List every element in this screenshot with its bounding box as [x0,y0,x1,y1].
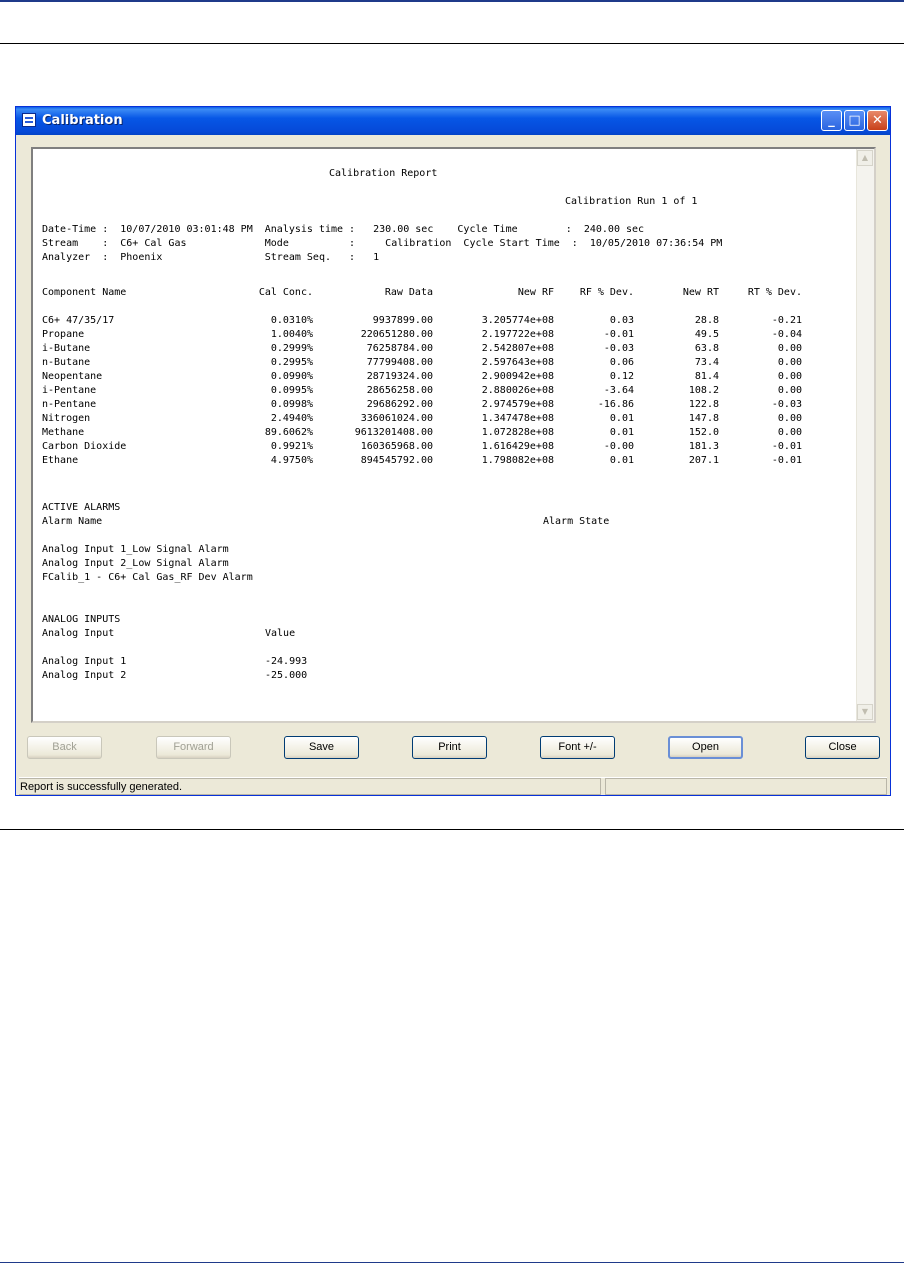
table-cell: 28.8 [694,315,719,326]
analog-section-title: ANALOG INPUTS [42,614,121,625]
alarm-item: FCalib_1 - C6+ Cal Gas_RF Dev Alarm [42,572,253,583]
table-cell: 0.00 [777,413,802,424]
table-cell: 0.2999% [270,343,313,354]
table-cell: 2.4940% [270,413,313,424]
table-cell: -0.21 [771,315,802,326]
save-button[interactable]: Save [284,736,359,759]
component-name-cell: C6+ 47/35/17 [42,315,115,326]
column-header: Raw Data [384,287,433,298]
table-cell: 0.12 [609,371,634,382]
component-name-cell: i-Pentane [42,385,97,396]
column-header: Component Name [42,287,127,298]
table-cell: 147.8 [688,413,719,424]
table-cell: 207.1 [688,455,719,466]
analog-input-name: Analog Input 2 [42,670,127,681]
table-cell: 0.00 [777,357,802,368]
maximize-icon[interactable]: □ [844,110,865,131]
column-header: New RF [517,287,554,298]
table-cell: 0.0310% [270,315,313,326]
table-cell: -0.00 [603,441,634,452]
info-line: Date-Time : 10/07/2010 03:01:48 PM Analysis time : 230.00 sec Cycle Time : 240.00 sec [42,224,645,235]
table-cell: 152.0 [688,427,719,438]
table-cell: 1.616429e+08 [481,441,554,452]
table-cell: 0.0998% [270,399,313,410]
report-run: Calibration Run 1 of 1 [565,196,698,207]
table-cell: 0.00 [777,343,802,354]
table-cell: 29686292.00 [366,399,433,410]
table-cell: 9613201408.00 [354,427,433,438]
component-name-cell: Neopentane [42,371,103,382]
table-cell: 0.03 [609,315,634,326]
component-name-cell: n-Pentane [42,399,97,410]
report-heading: Calibration Report [329,168,438,179]
table-cell: 0.00 [777,385,802,396]
table-cell: 0.06 [609,357,634,368]
table-cell: 1.072828e+08 [481,427,554,438]
analog-input-value: -25.000 [265,670,308,681]
component-name-cell: Ethane [42,455,79,466]
vertical-scrollbar[interactable] [856,149,874,721]
column-header: New RT [682,287,719,298]
title-bar[interactable] [16,107,890,135]
minimize-icon[interactable]: _ [821,110,842,131]
analog-value-header: Value [265,628,296,639]
column-header: RF % Dev. [579,287,634,298]
table-cell: 1.798082e+08 [481,455,554,466]
table-cell: 49.5 [694,329,719,340]
table-cell: 76258784.00 [366,343,433,354]
table-cell: 108.2 [688,385,719,396]
table-cell: 181.3 [688,441,719,452]
alarm-item: Analog Input 1_Low Signal Alarm [42,544,229,555]
table-cell: 0.0990% [270,371,313,382]
table-cell: 0.01 [609,427,634,438]
forward-button[interactable]: Forward [156,736,231,759]
info-line: Analyzer : Phoenix Stream Seq. : 1 [42,252,380,263]
component-name-cell: i-Butane [42,343,91,354]
table-cell: 3.205774e+08 [481,315,554,326]
window-title: Calibration [42,113,123,128]
status-bar [19,777,887,796]
table-cell: -0.03 [603,343,634,354]
window-app-icon[interactable] [22,113,36,127]
table-cell: 63.8 [694,343,719,354]
table-cell: 894545792.00 [360,455,433,466]
table-cell: -3.64 [603,385,634,396]
scroll-down-icon[interactable]: ▼ [857,704,873,720]
table-cell: 81.4 [694,371,719,382]
open-button[interactable]: Open [668,736,743,759]
component-name-cell: Methane [42,427,85,438]
table-cell: 336061024.00 [360,413,433,424]
analog-name-header: Analog Input [42,628,115,639]
table-cell: 2.197722e+08 [481,329,554,340]
table-cell: 0.0995% [270,385,313,396]
table-cell: 122.8 [688,399,719,410]
top-page-rule [0,0,904,2]
table-cell: -0.01 [771,441,802,452]
table-cell: 2.597643e+08 [481,357,554,368]
close-icon[interactable]: ✕ [867,110,888,131]
alarm-item: Analog Input 2_Low Signal Alarm [42,558,229,569]
alarm-state-header: Alarm State [543,516,610,527]
report-view[interactable] [31,147,876,723]
font-size-button[interactable]: Font +/- [540,736,615,759]
component-name-cell: Propane [42,329,85,340]
table-cell: -0.04 [771,329,802,340]
close-button[interactable]: Close [805,736,880,759]
table-cell: -16.86 [597,399,634,410]
table-cell: 0.00 [777,371,802,382]
table-cell: 0.9921% [270,441,313,452]
table-cell: -0.03 [771,399,802,410]
component-name-cell: n-Butane [42,357,91,368]
table-cell: -0.01 [603,329,634,340]
table-cell: 2.900942e+08 [481,371,554,382]
bottom-page-rule [0,1262,904,1263]
table-cell: 28656258.00 [366,385,433,396]
analog-input-name: Analog Input 1 [42,656,127,667]
table-cell: 2.880026e+08 [481,385,554,396]
table-cell: 0.00 [777,427,802,438]
table-cell: 28719324.00 [366,371,433,382]
table-cell: 0.01 [609,413,634,424]
table-cell: 0.2995% [270,357,313,368]
back-button[interactable]: Back [27,736,102,759]
status-message: Report is successfully generated. [19,778,601,795]
header-divider [0,43,904,44]
table-cell: 2.542807e+08 [481,343,554,354]
footer-divider [0,829,904,830]
table-cell: 160365968.00 [360,441,433,452]
component-name-cell: Carbon Dioxide [42,441,127,452]
alarm-name-header: Alarm Name [42,516,103,527]
print-button[interactable]: Print [412,736,487,759]
calibration-window [15,106,891,796]
status-panel [605,778,887,795]
table-cell: 0.01 [609,455,634,466]
table-cell: 2.974579e+08 [481,399,554,410]
table-cell: 73.4 [694,357,719,368]
component-name-cell: Nitrogen [42,413,91,424]
info-line: Stream : C6+ Cal Gas Mode : Calibration Cycle Start Time : 10/05/2010 07:36:54 PM [42,238,723,249]
column-header: RT % Dev. [747,287,802,298]
table-cell: 4.9750% [270,455,313,466]
table-cell: 1.347478e+08 [481,413,554,424]
scroll-up-icon[interactable]: ▲ [857,150,873,166]
table-cell: -0.01 [771,455,802,466]
table-cell: 220651280.00 [360,329,433,340]
alarms-section-title: ACTIVE ALARMS [42,502,121,513]
table-cell: 77799408.00 [366,357,433,368]
table-cell: 9937899.00 [372,315,433,326]
table-cell: 89.6062% [264,427,313,438]
table-cell: 1.0040% [270,329,313,340]
column-header: Cal Conc. [258,287,313,298]
analog-input-value: -24.993 [265,656,308,667]
